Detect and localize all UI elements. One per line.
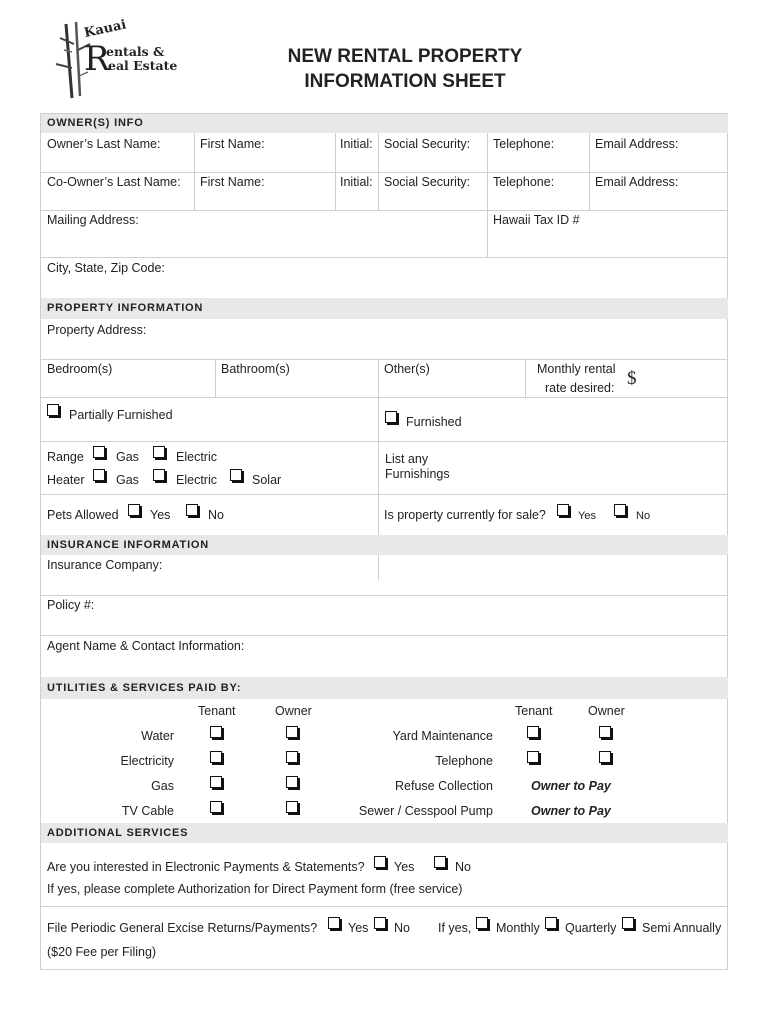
owner-telephone-label: Telephone:	[493, 137, 555, 151]
heater-electric-label: Electric	[176, 473, 217, 487]
divider	[194, 133, 195, 210]
excise-label: File Periodic General Excise Returns/Payments?	[47, 921, 318, 935]
tenant-column-right: Tenant	[515, 704, 553, 718]
title-line-1: NEW RENTAL PROPERTY	[287, 46, 523, 67]
excise-no-label: No	[394, 921, 410, 935]
co-owner-first-name-label: First Name:	[200, 175, 265, 189]
electricity-owner-checkbox[interactable]	[286, 751, 298, 763]
utilities-header: UTILITIES & SERVICES PAID BY:	[41, 677, 728, 699]
authorization-note: If yes, please complete Authorization for Direct Payment form (free service)	[47, 882, 463, 896]
divider	[335, 133, 336, 210]
company-logo	[52, 17, 192, 100]
monthly-rent-label-1: Monthly rental	[537, 362, 616, 376]
filing-fee-note: ($20 Fee per Filing)	[47, 945, 157, 959]
heater-label: Heater	[47, 473, 85, 487]
dollar-sign: $	[627, 368, 637, 389]
utility-tv-cable-label: TV Cable	[121, 804, 174, 818]
heater-solar-label: Solar	[252, 473, 282, 487]
range-gas-label: Gas	[116, 450, 139, 464]
divider	[41, 257, 728, 258]
divider	[378, 133, 379, 210]
logo-r: R	[84, 39, 110, 79]
excise-yes-label: Yes	[348, 921, 369, 935]
owner-first-name-label: First Name:	[200, 137, 265, 151]
owner-column-left: Owner	[275, 704, 312, 718]
divider	[525, 359, 526, 397]
electronic-yes-label: Yes	[394, 860, 415, 874]
property-address-label: Property Address:	[47, 323, 147, 337]
heater-gas-label: Gas	[116, 473, 139, 487]
electronic-payments-label: Are you interested in Electronic Payments & Statements?	[47, 860, 365, 874]
partially-furnished-label: Partially Furnished	[69, 408, 173, 422]
for-sale-no-label: No	[636, 510, 651, 522]
quarterly-label: Quarterly	[565, 921, 617, 935]
title-line-2: INFORMATION SHEET	[304, 71, 506, 92]
electronic-no-label: No	[455, 860, 471, 874]
utility-electricity-label: Electricity	[120, 754, 174, 768]
bedrooms-label: Bedroom(s)	[47, 362, 113, 376]
others-label: Other(s)	[384, 362, 430, 376]
electronic-no-checkbox[interactable]	[434, 856, 446, 868]
divider	[41, 595, 728, 596]
utility-sewer-label: Sewer / Cesspool Pump	[358, 804, 493, 818]
co-owner-social-label: Social Security:	[384, 175, 471, 189]
co-owner-telephone-label: Telephone:	[493, 175, 555, 189]
for-sale-yes-label: Yes	[578, 510, 596, 522]
co-owner-email-label: Email Address:	[595, 175, 679, 189]
telephone-tenant-checkbox[interactable]	[527, 751, 539, 763]
divider	[41, 635, 728, 636]
semi-annually-checkbox[interactable]	[622, 917, 634, 929]
gas-owner-checkbox[interactable]	[286, 776, 298, 788]
range-electric-checkbox[interactable]	[153, 446, 165, 458]
for-sale-yes-checkbox[interactable]	[557, 504, 569, 516]
furnished-label: Furnished	[406, 415, 462, 429]
co-owner-initial-label: Initial:	[340, 175, 373, 189]
owners-header: OWNER(S) INFO	[41, 114, 728, 133]
telephone-owner-checkbox[interactable]	[599, 751, 611, 763]
utility-yard-label: Yard Maintenance	[392, 729, 493, 743]
logo-real-estate: eal Estate	[108, 58, 178, 73]
hawaii-tax-id-label: Hawaii Tax ID #	[493, 213, 580, 227]
divider	[41, 172, 728, 173]
utility-refuse-label: Refuse Collection	[395, 779, 493, 793]
bathrooms-label: Bathroom(s)	[221, 362, 290, 376]
yard-owner-checkbox[interactable]	[599, 726, 611, 738]
excise-no-checkbox[interactable]	[374, 917, 386, 929]
tv-cable-owner-checkbox[interactable]	[286, 801, 298, 813]
utility-telephone-label: Telephone	[435, 754, 493, 768]
pets-no-checkbox[interactable]	[186, 504, 198, 516]
yard-tenant-checkbox[interactable]	[527, 726, 539, 738]
divider	[41, 359, 728, 360]
owner-social-label: Social Security:	[384, 137, 471, 151]
monthly-label: Monthly	[496, 921, 540, 935]
logo-rentals: entals &	[106, 44, 165, 59]
gas-tenant-checkbox[interactable]	[210, 776, 222, 788]
monthly-rent-label-2: rate desired:	[545, 381, 615, 395]
pets-yes-label: Yes	[150, 508, 171, 522]
mailing-address-label: Mailing Address:	[47, 213, 139, 227]
page-title	[250, 44, 560, 94]
water-tenant-checkbox[interactable]	[210, 726, 222, 738]
property-header: PROPERTY INFORMATION	[41, 298, 728, 319]
list-furnishings-label-2: Furnishings	[385, 467, 450, 481]
divider	[487, 133, 488, 257]
city-state-zip-label: City, State, Zip Code:	[47, 261, 165, 275]
if-yes-label: If yes,	[438, 921, 472, 935]
excise-yes-checkbox[interactable]	[328, 917, 340, 929]
owner-email-label: Email Address:	[595, 137, 679, 151]
for-sale-no-checkbox[interactable]	[614, 504, 626, 516]
heater-gas-checkbox[interactable]	[93, 469, 105, 481]
insurance-header: INSURANCE INFORMATION	[41, 535, 728, 555]
tenant-column-left: Tenant	[198, 704, 236, 718]
divider	[41, 441, 728, 442]
monthly-checkbox[interactable]	[476, 917, 488, 929]
list-furnishings-label-1: List any	[385, 452, 429, 466]
partially-furnished-checkbox[interactable]	[47, 404, 59, 416]
water-owner-checkbox[interactable]	[286, 726, 298, 738]
divider	[41, 494, 728, 495]
tv-cable-tenant-checkbox[interactable]	[210, 801, 222, 813]
range-label: Range	[47, 450, 84, 464]
heater-electric-checkbox[interactable]	[153, 469, 165, 481]
co-owner-last-name-label: Co-Owner’s Last Name:	[47, 175, 181, 189]
insurance-company-label: Insurance Company:	[47, 558, 163, 572]
furnished-checkbox[interactable]	[385, 411, 397, 423]
electricity-tenant-checkbox[interactable]	[210, 751, 222, 763]
additional-header: ADDITIONAL SERVICES	[41, 823, 728, 843]
refuse-owner-to-pay: Owner to Pay	[531, 779, 611, 793]
utility-gas-label: Gas	[151, 779, 174, 793]
range-electric-label: Electric	[176, 450, 217, 464]
divider	[41, 906, 728, 907]
divider	[41, 397, 728, 398]
owner-last-name-label: Owner’s Last Name:	[47, 137, 161, 151]
divider	[215, 359, 216, 397]
heater-solar-checkbox[interactable]	[230, 469, 242, 481]
owner-column-right: Owner	[588, 704, 625, 718]
owner-initial-label: Initial:	[340, 137, 373, 151]
divider	[589, 133, 590, 210]
pets-yes-checkbox[interactable]	[128, 504, 140, 516]
quarterly-checkbox[interactable]	[545, 917, 557, 929]
utility-water-label: Water	[141, 729, 174, 743]
semi-annually-label: Semi Annually	[642, 921, 722, 935]
electronic-yes-checkbox[interactable]	[374, 856, 386, 868]
policy-number-label: Policy #:	[47, 598, 95, 612]
for-sale-label: Is property currently for sale?	[384, 508, 546, 522]
sewer-owner-to-pay: Owner to Pay	[531, 804, 611, 818]
pets-allowed-label: Pets Allowed	[47, 508, 119, 522]
divider	[41, 210, 728, 211]
logo-kauai: Kauai	[82, 17, 128, 41]
range-gas-checkbox[interactable]	[93, 446, 105, 458]
agent-contact-label: Agent Name & Contact Information:	[47, 639, 245, 653]
pets-no-label: No	[208, 508, 224, 522]
